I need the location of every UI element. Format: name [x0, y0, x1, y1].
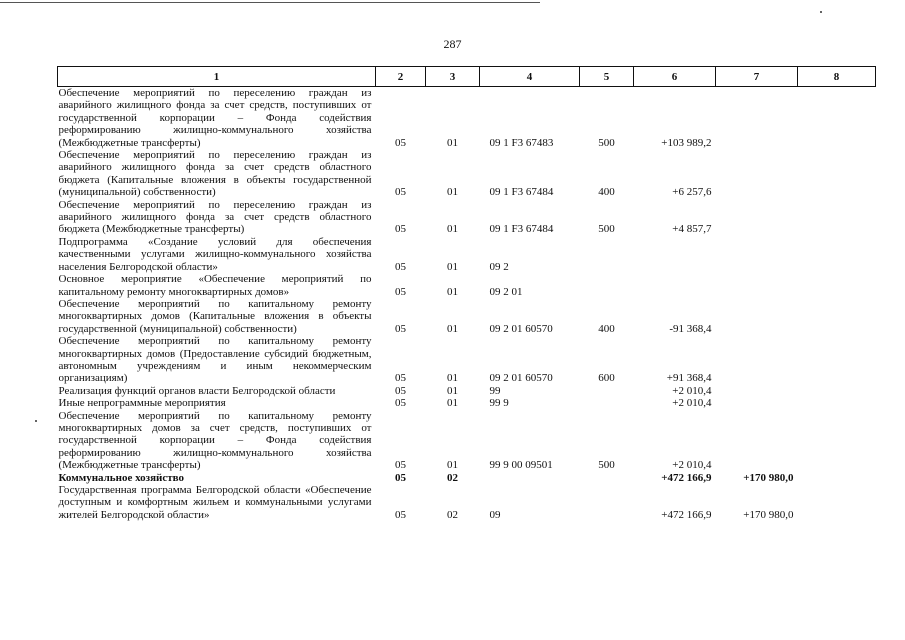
row-amount-col7 — [716, 335, 798, 385]
scan-edge-line — [0, 2, 540, 3]
row-amount-col6: +91 368,4 — [666, 372, 712, 385]
row-expense-type — [580, 472, 634, 484]
row-expense-type: 400 — [598, 322, 615, 335]
row-amount-col6: +2 010,4 — [672, 384, 712, 397]
table-row — [58, 385, 876, 397]
row-section-code: 05 — [395, 384, 406, 397]
row-subsection-code: 01 — [447, 285, 458, 298]
row-target-article: 99 9 00 09501 — [489, 459, 553, 472]
row-description: Обеспечение мероприятий по переселению граждан из аварийного жилищного фонда за счет средств, поступивших от государственной корпорации – Фонда содействия реформированию жилищно-коммунального хозяйства (Межбюджетные трансферты) — [58, 87, 372, 149]
row-expense-type — [580, 484, 634, 521]
row-subsection-code: 02 — [447, 508, 458, 521]
row-amount-col7: +170 980,0 — [743, 471, 794, 484]
row-amount-col6: +103 989,2 — [661, 136, 712, 149]
row-section-code: 05 — [395, 459, 406, 472]
header-cell: 6 — [634, 67, 716, 87]
row-target-article: 99 — [489, 384, 501, 397]
row-target-article — [480, 472, 580, 484]
row-subsection-code: 01 — [447, 260, 458, 273]
row-amount-col8 — [798, 87, 876, 150]
row-subsection-code: 01 — [447, 459, 458, 472]
table-body — [58, 87, 876, 522]
row-amount-col7 — [716, 385, 798, 397]
row-target-article: 09 2 01 60570 — [489, 372, 553, 385]
row-amount-col6: -91 368,4 — [669, 322, 712, 335]
row-expense-type: 500 — [598, 223, 615, 236]
row-expense-type: 500 — [598, 136, 615, 149]
row-amount-col8 — [798, 472, 876, 484]
row-section-code: 05 — [395, 397, 406, 410]
header-cell: 5 — [580, 67, 634, 87]
row-amount-col6: +472 166,9 — [661, 508, 712, 521]
table-row — [58, 149, 876, 199]
table-header-row — [58, 67, 876, 87]
table-row — [58, 484, 876, 521]
row-amount-col8 — [798, 298, 876, 335]
row-description: Обеспечение мероприятий по капитальному ремонту многоквартирных домов (Капитальные вложения в объекты государственной (муниципальной) собственности) — [58, 297, 372, 335]
row-expense-type: 600 — [598, 372, 615, 385]
row-subsection-code: 01 — [447, 322, 458, 335]
row-target-article: 09 2 — [489, 260, 509, 273]
row-expense-type: 400 — [598, 186, 615, 199]
row-section-code: 05 — [395, 372, 406, 385]
row-description: Обеспечение мероприятий по переселению граждан из аварийного жилищного фонда за счет средств областного бюджета (Капитальные вложения в объекты государственной (муниципальной) собственности) — [58, 149, 372, 199]
row-description: Основное мероприятие «Обеспечение мероприятий по капитальному ремонту многоквартирных домов» — [58, 273, 372, 298]
scan-speck — [820, 11, 822, 13]
row-amount-col7 — [716, 298, 798, 335]
row-amount-col8 — [798, 199, 876, 236]
row-section-code: 05 — [395, 508, 406, 521]
row-amount-col6: +2 010,4 — [672, 459, 712, 472]
row-subsection-code: 01 — [447, 397, 458, 410]
row-section-code: 05 — [395, 223, 406, 236]
row-expense-type: 500 — [598, 459, 615, 472]
row-description: Обеспечение мероприятий по переселению граждан из аварийного жилищного фонда за счет средств областного бюджета (Межбюджетные трансферты) — [58, 198, 372, 236]
row-description: Реализация функций органов власти Белгородской области — [58, 384, 336, 397]
budget-table — [57, 66, 876, 521]
row-description: Подпрограмма «Создание условий для обеспечения качественными услугами жилищно-коммунального хозяйства населения Белгородской области» — [58, 235, 372, 273]
row-amount-col8 — [798, 335, 876, 385]
row-description: Коммунальное хозяйство — [58, 471, 185, 484]
row-amount-col6: +6 257,6 — [672, 186, 712, 199]
row-amount-col7 — [716, 273, 798, 298]
row-subsection-code: 02 — [447, 471, 458, 484]
row-expense-type — [580, 236, 634, 273]
table-row — [58, 397, 876, 409]
row-amount-col7 — [716, 410, 798, 472]
row-target-article: 99 9 — [489, 397, 509, 410]
row-subsection-code: 01 — [447, 223, 458, 236]
row-amount-col8 — [798, 484, 876, 521]
row-section-code: 05 — [395, 285, 406, 298]
header-cell: 3 — [426, 67, 480, 87]
row-amount-col6: +472 166,9 — [661, 471, 712, 484]
table-row — [58, 273, 876, 298]
row-description: Обеспечение мероприятий по капитальному ремонту многоквартирных домов за счет средств, поступивших от государственной корпорации – Фонда содействия реформированию жилищно-коммунального хозяйства (Межбюджетные трансферты) — [58, 409, 372, 472]
row-amount-col8 — [798, 236, 876, 273]
row-target-article: 09 1 F3 67483 — [489, 136, 554, 149]
row-description: Обеспечение мероприятий по капитальному ремонту многоквартирных домов (Предоставление субсидий бюджетным, автономным учреждениям и иным некоммерческим организациям) — [58, 335, 372, 385]
row-target-article: 09 — [489, 508, 501, 521]
table-row — [58, 335, 876, 385]
row-amount-col6: +4 857,7 — [672, 223, 712, 236]
row-amount-col7 — [716, 199, 798, 236]
header-cell: 7 — [716, 67, 798, 87]
table-row — [58, 410, 876, 472]
row-amount-col7 — [716, 149, 798, 199]
row-amount-col8 — [798, 397, 876, 409]
row-section-code: 05 — [395, 136, 406, 149]
row-amount-col6 — [634, 273, 716, 298]
row-subsection-code: 01 — [447, 372, 458, 385]
row-description: Иные непрограммные мероприятия — [58, 397, 226, 410]
row-expense-type — [580, 397, 634, 409]
row-amount-col7 — [716, 87, 798, 150]
row-section-code: 05 — [395, 186, 406, 199]
row-amount-col8 — [798, 273, 876, 298]
row-target-article: 09 1 F3 67484 — [489, 186, 554, 199]
row-section-code: 05 — [395, 471, 406, 484]
table-row — [58, 236, 876, 273]
scan-speck — [35, 420, 37, 422]
row-amount-col8 — [798, 385, 876, 397]
row-amount-col6 — [634, 236, 716, 273]
table-row — [58, 298, 876, 335]
header-cell: 1 — [58, 67, 376, 87]
row-subsection-code: 01 — [447, 136, 458, 149]
row-amount-col6: +2 010,4 — [672, 397, 712, 410]
page-number: 287 — [443, 37, 462, 51]
header-cell: 4 — [480, 67, 580, 87]
row-expense-type — [580, 273, 634, 298]
row-amount-col8 — [798, 410, 876, 472]
row-target-article: 09 2 01 60570 — [489, 322, 553, 335]
row-subsection-code: 01 — [447, 186, 458, 199]
row-target-article: 09 1 F3 67484 — [489, 223, 554, 236]
header-cell: 8 — [798, 67, 876, 87]
row-section-code: 05 — [395, 260, 406, 273]
row-amount-col7 — [716, 397, 798, 409]
header-cell: 2 — [376, 67, 426, 87]
table-row — [58, 472, 876, 484]
row-section-code: 05 — [395, 322, 406, 335]
row-description: Государственная программа Белгородской области «Обеспечение доступным и комфортным жильем и коммунальными услугами жителей Белгородской области» — [58, 484, 372, 521]
table-row — [58, 199, 876, 236]
row-amount-col7 — [716, 236, 798, 273]
row-amount-col8 — [798, 149, 876, 199]
table-row — [58, 87, 876, 150]
row-expense-type — [580, 385, 634, 397]
row-target-article: 09 2 01 — [489, 285, 523, 298]
row-amount-col7: +170 980,0 — [743, 508, 794, 521]
row-subsection-code: 01 — [447, 384, 458, 397]
